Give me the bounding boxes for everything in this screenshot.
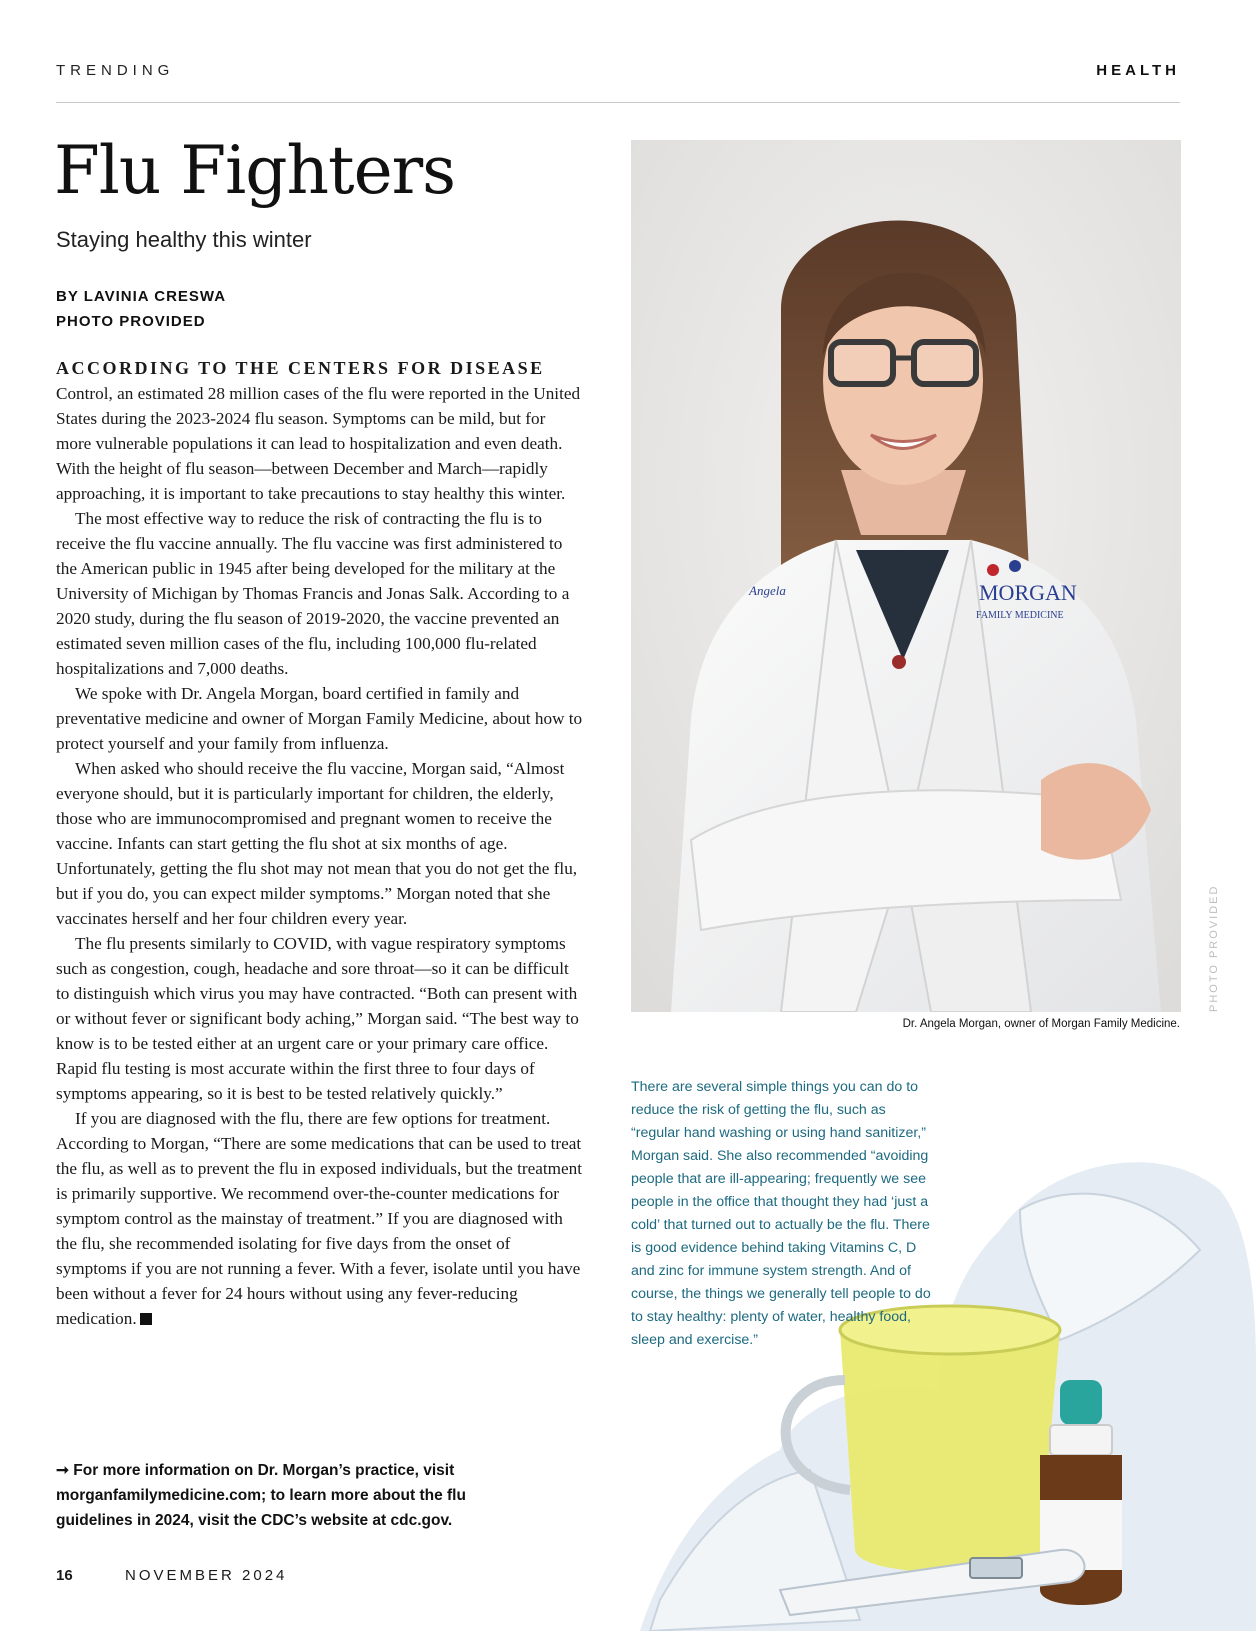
body-paragraph: When asked who should receive the flu vaccine, Morgan said, “Almost everyone should, but it is particularly important for children, the elderly, those who are immunocompromised and pregnant women to receive the vaccine. Infants can start getting the flu shot at six months of age. Unfortunately, getting the flu shot may not mean that you do not get the flu, but if you do, you can expect milder symptoms.” Morgan noted that she vaccinates herself and her four children every year. xyxy=(56,759,578,928)
section-label-left: TRENDING xyxy=(56,62,175,79)
coat-logo-subtitle: FAMILY MEDICINE xyxy=(976,610,1064,621)
section-label-right: HEALTH xyxy=(1096,62,1180,79)
article-title: Flu Fighters xyxy=(54,132,456,209)
paragraph-text: Control, an estimated 28 million cases of the flu were reported in the United States during the 2023-2024 flu season. Symptoms can be mild, but for more vulnerable populations it can lead to hospitalization and even death. With the height of flu season—between December and March—rapidly approaching, it is important to take precautions to stay healthy this winter. xyxy=(56,384,581,503)
article-body xyxy=(56,356,584,1331)
portrait-photo xyxy=(631,140,1181,1012)
end-mark-icon xyxy=(140,1313,152,1325)
lead-in-caps: ACCORDING TO THE CENTERS FOR DISEASE xyxy=(56,358,545,378)
coat-logo-name: MORGAN xyxy=(979,580,1077,605)
more-info-note: ➞ For more information on Dr. Morgan’s practice, visit morganfamilymedicine.com; to learn more about the flu guidelines in 2024, visit the CDC’s website at cdc.gov. xyxy=(56,1462,466,1529)
article-subtitle: Staying healthy this winter xyxy=(56,227,312,252)
body-paragraph: We spoke with Dr. Angela Morgan, board certified in family and preventative medicine and owner of Morgan Family Medicine, about how to protect yourself and your family from influenza. xyxy=(56,684,583,753)
photo-credit-byline: PHOTO PROVIDED xyxy=(56,313,206,330)
coat-embroidered-name: Angela xyxy=(749,583,786,598)
coat-logo-icon xyxy=(987,564,999,576)
photo-credit-vertical: PHOTO PROVIDED xyxy=(1208,884,1220,1012)
photo-caption: Dr. Angela Morgan, owner of Morgan Family Medicine. xyxy=(902,1018,1180,1030)
body-paragraph xyxy=(56,1106,584,1331)
page-number: 16 xyxy=(56,1567,73,1584)
portrait-illustration xyxy=(631,140,1181,1012)
sidebar-quote: There are several simple things you can do to reduce the risk of getting the flu, such as “regular hand washing or using hand sanitizer,” Morgan said. She also recommended “avoiding people that are ill-appearing; frequently we see people in the office that thought they had ‘just a cold’ that turned out to actually be the flu. There is good evidence behind taking Vitamins C, D and zinc for immune system strength. And of course, the things we generally tell people to do to stay healthy: plenty of water, healthy food, sleep and exercise.” xyxy=(631,1079,931,1348)
body-paragraph xyxy=(56,356,584,506)
page-header xyxy=(56,58,1180,103)
paragraph-text: If you are diagnosed with the flu, there are few options for treatment. According to Morgan, “There are some medications that can be used to treat the flu, as well as to prevent the flu in exposed individuals, but the treatment is primarily supportive. We recommend over-the-counter medications for symptom control as the mainstay of treatment.” If you are diagnosed with the flu, she recommended isolating for five days from the onset of symptoms if you are not running a fever. With a fever, isolate until you have been without a fever for 24 hours without using any fever-reducing medication. xyxy=(56,1109,582,1328)
body-paragraph: The flu presents similarly to COVID, with vague respiratory symptoms such as congestion, cough, headache and sore throat—so it can be difficult to distinguish which virus you may have contracted. “Both can present with or without fever or significant body aching,” Morgan said. “The best way to know is to be tested either at an urgent care or your primary care office. Rapid flu testing is most accurate within the first three to four days of symptoms appearing, so it is best to be tested relatively quickly.” xyxy=(56,934,579,1103)
body-paragraph: The most effective way to reduce the risk of contracting the flu is to receive the flu vaccine annually. The flu vaccine was first administered to the American public in 1945 after being developed for the military at the University of Michigan by Thomas Francis and Jonas Salk. According to a 2020 study, during the flu season of 2019-2020, the vaccine prevented an estimated seven million cases of the flu, including 100,000 flu-related hospitalizations and 7,000 deaths. xyxy=(56,509,570,678)
issue-date: NOVEMBER 2024 xyxy=(125,1567,288,1584)
byline xyxy=(56,284,226,334)
author-credit: BY LAVINIA CRESWA xyxy=(56,288,227,305)
